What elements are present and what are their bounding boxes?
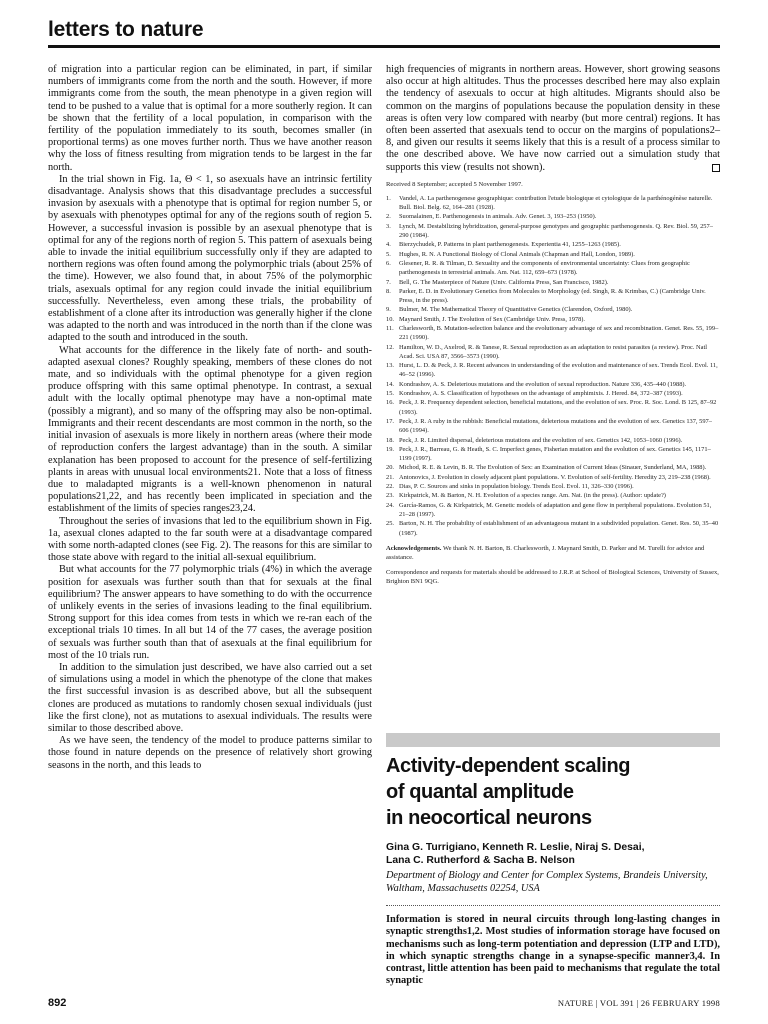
reference-number: 22. xyxy=(386,483,394,491)
reference-text: Dias, P. C. Sources and sinks in population biology. Trends Ecol. Evol. 11, 326–330 (1996). xyxy=(399,483,634,491)
body-paragraph: What accounts for the difference in the likely fate of north- and south-adapted asexual clones? Roughly speaking, members of these clones do not mate, and so individuals with the optimal phenotype for a given region produce offspring with this same optimal phenotype. In contrast, a sexual adult with the locally optimal phenotype may have a non-optimal mate (possibly a migrant), and so many of the offspring may also be non-optimal. Immigrants and their recent descendants are most common in the north, so the initial invasion of asexuals is more likely in northern areas (where their mode of reproduction confers the largest advantage) than in the south. A similar explanation has been proposed to account for the presence of self-fertilizing plants in areas with unusual local environments21. Note that a loss of fitness due to maladapted migrants is a well-known phenomenon in natural populations21,22, and has recently been implicated in speciation and the establishment of the limits of species ranges23,24. xyxy=(48,344,372,515)
reference-item xyxy=(386,417,720,436)
reference-number: 16. xyxy=(386,399,394,407)
reference-number: 12. xyxy=(386,343,394,351)
reference-number: 24. xyxy=(386,501,394,509)
reference-text: Hamilton, W. D., Axelrod, R. & Tanese, R. Sexual reproduction as an adaptation to resist parasites (a review). Proc. Natl Acad. Sci. USA 87, 3566–3573 (1990). xyxy=(399,343,708,360)
affiliation-line: Waltham, Massachusetts 02254, USA xyxy=(386,883,540,894)
reference-number: 10. xyxy=(386,315,394,323)
reference-text: Hughes, R. N. A Functional Biology of Clonal Animals (Chapman and Hall, London, 1989). xyxy=(399,250,635,258)
reference-text: Maynard Smith, J. The Evolution of Sex (Cambridge Univ. Press, 1978). xyxy=(399,315,586,323)
reference-item xyxy=(386,501,720,520)
body-paragraph: In the trial shown in Fig. 1a, Θ < 1, so asexuals have an intrinsic fertility disadvantage. Analysis shows that this disadvantage precludes a successful invasion by asexuals with a phenotype that is optimal for region number 5, or by asexuals with phenotypes optimal for any of the regions south of region 5. However, a successful invasion is possible by an asexual phenotype that is optimal for any of the regions north of region 5. This pattern of asexuals being able to invade the initial equilibrium successfully only if they are adapted to northern regions was often found among the polymorphic trials (about 25% of the time). However, we also found that, in about 75% of the polymorphic trials, asexuals optimal for any region could invade the initial equilibrium successfully. Nevertheless, even among these trials, the probability of establishment of a clone after its introduction was generally higher if the clone was adapted to the north and was introduced in the north than if the clone was adapted to the south and introduced in the south. xyxy=(48,173,372,344)
reference-number: 20. xyxy=(386,464,394,472)
reference-number: 3. xyxy=(386,222,391,230)
reference-text: Peck, J. R. Frequency dependent selection, beneficial mutations, and the evolution of sex. Proc. R. Soc. Lond. B 125, 87–92 (1993). xyxy=(399,399,717,416)
reference-item xyxy=(386,212,720,221)
reference-text: Suomalainen, E. Parthenogenesis in animals. Adv. Genet. 3, 193–253 (1950). xyxy=(399,213,597,221)
reference-item xyxy=(386,222,720,241)
reference-text: Barton, N. H. The probability of establishment of an advantageous mutant in a subdivided population. Genet. Res. 50, 35–40 (1987). xyxy=(399,520,719,537)
body-paragraph: In addition to the simulation just described, we have also carried out a set of simulations using a model in which the phenotype of the clone that makes the first successful invasion is as described above, but all the subsequent clones are produced as mutations to randomly chosen sexual individuals (just like the first clone), not as mutations to asexual individuals. The results were similar to those described above. xyxy=(48,661,372,734)
reference-text: Parker, E. D. in Evolutionary Genetics from Molecules to Morphology (ed. Singh, R. & Krimbas, C.) (Cambridge Univ. Press, in the press). xyxy=(399,287,706,305)
article-title-line: Activity-dependent scaling xyxy=(386,755,631,777)
reference-number: 15. xyxy=(386,390,394,398)
reference-text: Vandel, A. La parthenogenese geographique: contribution l'etude biologique et cytologique de la parthénogénèse naturelle. Bull. Biol. Belg. 62, 164–281 (1928). xyxy=(399,194,713,212)
reference-item xyxy=(386,463,720,472)
header-rule xyxy=(48,45,720,48)
article-separator-bar xyxy=(386,733,720,747)
left-column xyxy=(48,64,372,772)
reference-item xyxy=(386,324,720,343)
new-article xyxy=(386,733,720,988)
reference-text: Lynch, M. Destabilizing hybridization, general-purpose genotypes and geographic parthenogenesis. Q. Rev. Biol. 59, 257–290 (1984). xyxy=(399,222,713,240)
reference-number: 11. xyxy=(386,324,394,332)
reference-item xyxy=(386,361,720,380)
reference-text: Kondrashov, A. S. Classification of hypotheses on the advantage of amphimixis. J. Hered. 84, 372–387 (1993). xyxy=(399,390,683,398)
reference-item xyxy=(386,250,720,259)
end-of-article-square-icon xyxy=(712,164,720,172)
article-authors xyxy=(386,841,720,867)
right-column xyxy=(386,64,720,586)
body-paragraph: But what accounts for the 77 polymorphic trials (4%) in which the average position for asexuals was further south than that for sexuals at the final equilibrium? The answer appears to have something to do with the occurrence of unlikely events in the series of invasions leading to the final equilibrium. Strong support for this idea comes from tests in which we re-ran each of the exceptional trials 10 times. In all but 14 of the 77 cases, the average position of sexuals was further south than that of asexuals at the final equilibrium for most of the 10 trials run. xyxy=(48,564,372,661)
reference-item xyxy=(386,482,720,491)
dotted-divider xyxy=(386,905,720,906)
reference-item xyxy=(386,491,720,500)
reference-number: 18. xyxy=(386,436,394,444)
reference-text: Charlesworth, B. Mutation-selection balance and the evolutionary advantage of sex and recombination. Genet. Res. 55, 199–221 (1990). xyxy=(399,324,719,342)
section-title: letters to nature xyxy=(48,18,204,41)
reference-item xyxy=(386,315,720,324)
body-paragraph: As we have seen, the tendency of the model to produce patterns similar to those found in nature depends on the presence of relatively short growing seasons in the north, and this leads to xyxy=(48,735,372,771)
reference-number: 23. xyxy=(386,492,394,500)
reference-text: Bulmer, M. The Mathematical Theory of Quantitative Genetics (Clarendon, Oxford, 1980). xyxy=(399,306,633,314)
reference-item xyxy=(386,194,720,213)
article-abstract: Information is stored in neural circuits through long-lasting changes in synaptic strengths1,2. Most studies of information storage have focused on mechanisms such as long-term potentiation and depression (LTP and LTD), in which synaptic strengths change in a synapse-specific manner3,4. In contrast, little attention has been paid to mechanisms that regulate the total synaptic xyxy=(386,914,721,987)
reference-item xyxy=(386,398,720,417)
reference-text: Kondrashov, A. S. Deleterious mutations and the evolution of sexual reproduction. Nature 336, 435–440 (1988). xyxy=(399,380,687,388)
reference-text: Michod, R. E. & Levin, B. R. The Evolution of Sex: an Examination of Current Ideas (Sinauer, Sunderland, MA, 1988). xyxy=(399,464,707,472)
reference-item xyxy=(386,380,720,389)
article-title-line: of quantal amplitude xyxy=(386,781,574,803)
reference-number: 17. xyxy=(386,417,394,425)
reference-number: 7. xyxy=(386,278,391,286)
reference-item xyxy=(386,278,720,287)
reference-item xyxy=(386,519,720,538)
acknowledgements xyxy=(386,544,720,562)
reference-number: 5. xyxy=(386,250,391,258)
body-paragraph: of migration into a particular region can be eliminated, in part, if similar numbers of immigrants come from the north and the south. However, if more immigrants come from the south, the mean phenotype in a given region will tend to be pushed to a value that is optimal for a more southerly region. It can be shown that the fertility of a local population, in comparison with the fertility of the population immediately to its south, becomes smaller (in proportional terms) as one moves further north. Thus we have another reason why the loss of fitness resulting from migration tends to be largest in the far north. xyxy=(48,64,372,173)
reference-number: 2. xyxy=(386,213,391,221)
reference-number: 6. xyxy=(386,259,391,267)
article-title xyxy=(386,753,720,831)
page-number: 892 xyxy=(48,997,67,1009)
received-dates: Received 8 September; accepted 5 November 1997. xyxy=(386,180,523,188)
acknowledgements-label: Acknowledgements. xyxy=(386,544,442,552)
reference-number: 25. xyxy=(386,520,394,528)
reference-text: García-Ramos, G. & Kirkpatrick, M. Genetic models of adaptation and gene flow in peripheral populations. Evolution 51, 21–28 (1997). xyxy=(399,501,712,518)
reference-number: 19. xyxy=(386,445,394,453)
reference-number: 8. xyxy=(386,287,391,295)
reference-text: Kirkpatrick, M. & Barton, N. H. Evolution of a species range. Am. Nat. (in the press). (Author: update?) xyxy=(399,492,666,500)
reference-number: 13. xyxy=(386,362,394,370)
reference-item xyxy=(386,343,720,362)
reference-text: Bierzychudek, P. Patterns in plant parthenogenesis. Experientia 41, 1255–1263 (1985). xyxy=(399,241,621,249)
reference-text: Peck, J. R., Barreau, G. & Heath, S. C. Imperfect genes, Fisherian mutation and the evolution of sex. Genetics 145, 1171–1199 (1997). xyxy=(399,445,711,463)
continuation-paragraph xyxy=(386,64,720,174)
reference-item xyxy=(386,473,720,482)
reference-text: Peck, J. R. A ruby in the rubbish: Beneficial mutations, deleterious mutations and the evolution of sex. Genetics 137, 597–606 (1994). xyxy=(399,417,712,435)
reference-number: 1. xyxy=(386,194,391,202)
reference-number: 4. xyxy=(386,241,391,249)
reference-item xyxy=(386,445,720,464)
reference-text: Peck, J. R. Limited dispersal, deleterious mutations and the evolution of sex. Genetics 142, 1053–1060 (1996). xyxy=(399,436,683,444)
reference-item xyxy=(386,259,720,278)
authors-line: Lana C. Rutherford & Sacha B. Nelson xyxy=(386,855,575,866)
acknowledgements-text: We thank N. H. Barton, B. Charlesworth, J. Maynard Smith, D. Parker and M. Turelli for advice and assistance. xyxy=(386,544,705,561)
body-paragraph: Throughout the series of invasions that led to the equilibrium shown in Fig. 1a, asexual clones adapted to the far south were at a disadvantage compared with some north-adapted clones (see Fig. 2). The reasons for this are similar to those state above with regard to the initial all-sexual equilibrium. xyxy=(48,515,372,564)
continuation-text: high frequencies of migrants in northern areas. However, short growing seasons also occur at high altitudes. Thus the processes described here may also explain the tendency of asexuals to occur at high altitudes. Migrants should also be common on the margins of populations because the population density in these areas is often very low compared with nearby (but more central) regions. It has often been asserted that asexuals tend to occur on the margins of populations2–8, and given our results it seems likely that this is a result of a process similar to the one described above. We have now carried out a simulation study that supports this view (results not shown). xyxy=(386,64,720,173)
reference-item xyxy=(386,436,720,445)
reference-item xyxy=(386,240,720,249)
reference-item xyxy=(386,389,720,398)
reference-text: Bell, G. The Masterpiece of Nature (Univ. California Press, San Francisco, 1982). xyxy=(399,278,609,286)
article-affiliation xyxy=(386,869,720,895)
article-title-line: in neocortical neurons xyxy=(386,807,592,829)
reference-text: Hurst, L. D. & Peck, J. R. Recent advances in understanding of the evolution and maintenance of sex. Trends Ecol. Evol. 11, 46–52 (1996). xyxy=(399,362,718,379)
reference-item xyxy=(386,305,720,314)
reference-text: Antonovics, J. Evolution in closely adjacent plant populations. V. Evolution of self-fertility. Heredity 23, 219–238 (1968). xyxy=(399,473,711,481)
journal-footer: NATURE | VOL 391 | 26 FEBRUARY 1998 xyxy=(557,998,720,1008)
reference-number: 9. xyxy=(386,306,391,314)
reference-text: Glesener, R. R. & Tilman, D. Sexuality and the components of environmental uncertainty: Clues from geographic parthenogenesis in terrestrial animals. Am. Nat. 112, 659–673 (1978). xyxy=(399,259,690,277)
affiliation-line: Department of Biology and Center for Complex Systems, Brandeis University, xyxy=(386,870,708,881)
reference-number: 14. xyxy=(386,380,394,388)
reference-item xyxy=(386,287,720,306)
reference-number: 21. xyxy=(386,473,394,481)
correspondence-note: Correspondence and requests for materials should be addressed to J.R.P. at School of Biological Sciences, University of Sussex, Brighton BN1 9QG. xyxy=(386,568,719,585)
page-header xyxy=(48,18,720,42)
references-list xyxy=(386,194,720,538)
authors-line: Gina G. Turrigiano, Kenneth R. Leslie, Niraj S. Desai, xyxy=(386,842,645,853)
